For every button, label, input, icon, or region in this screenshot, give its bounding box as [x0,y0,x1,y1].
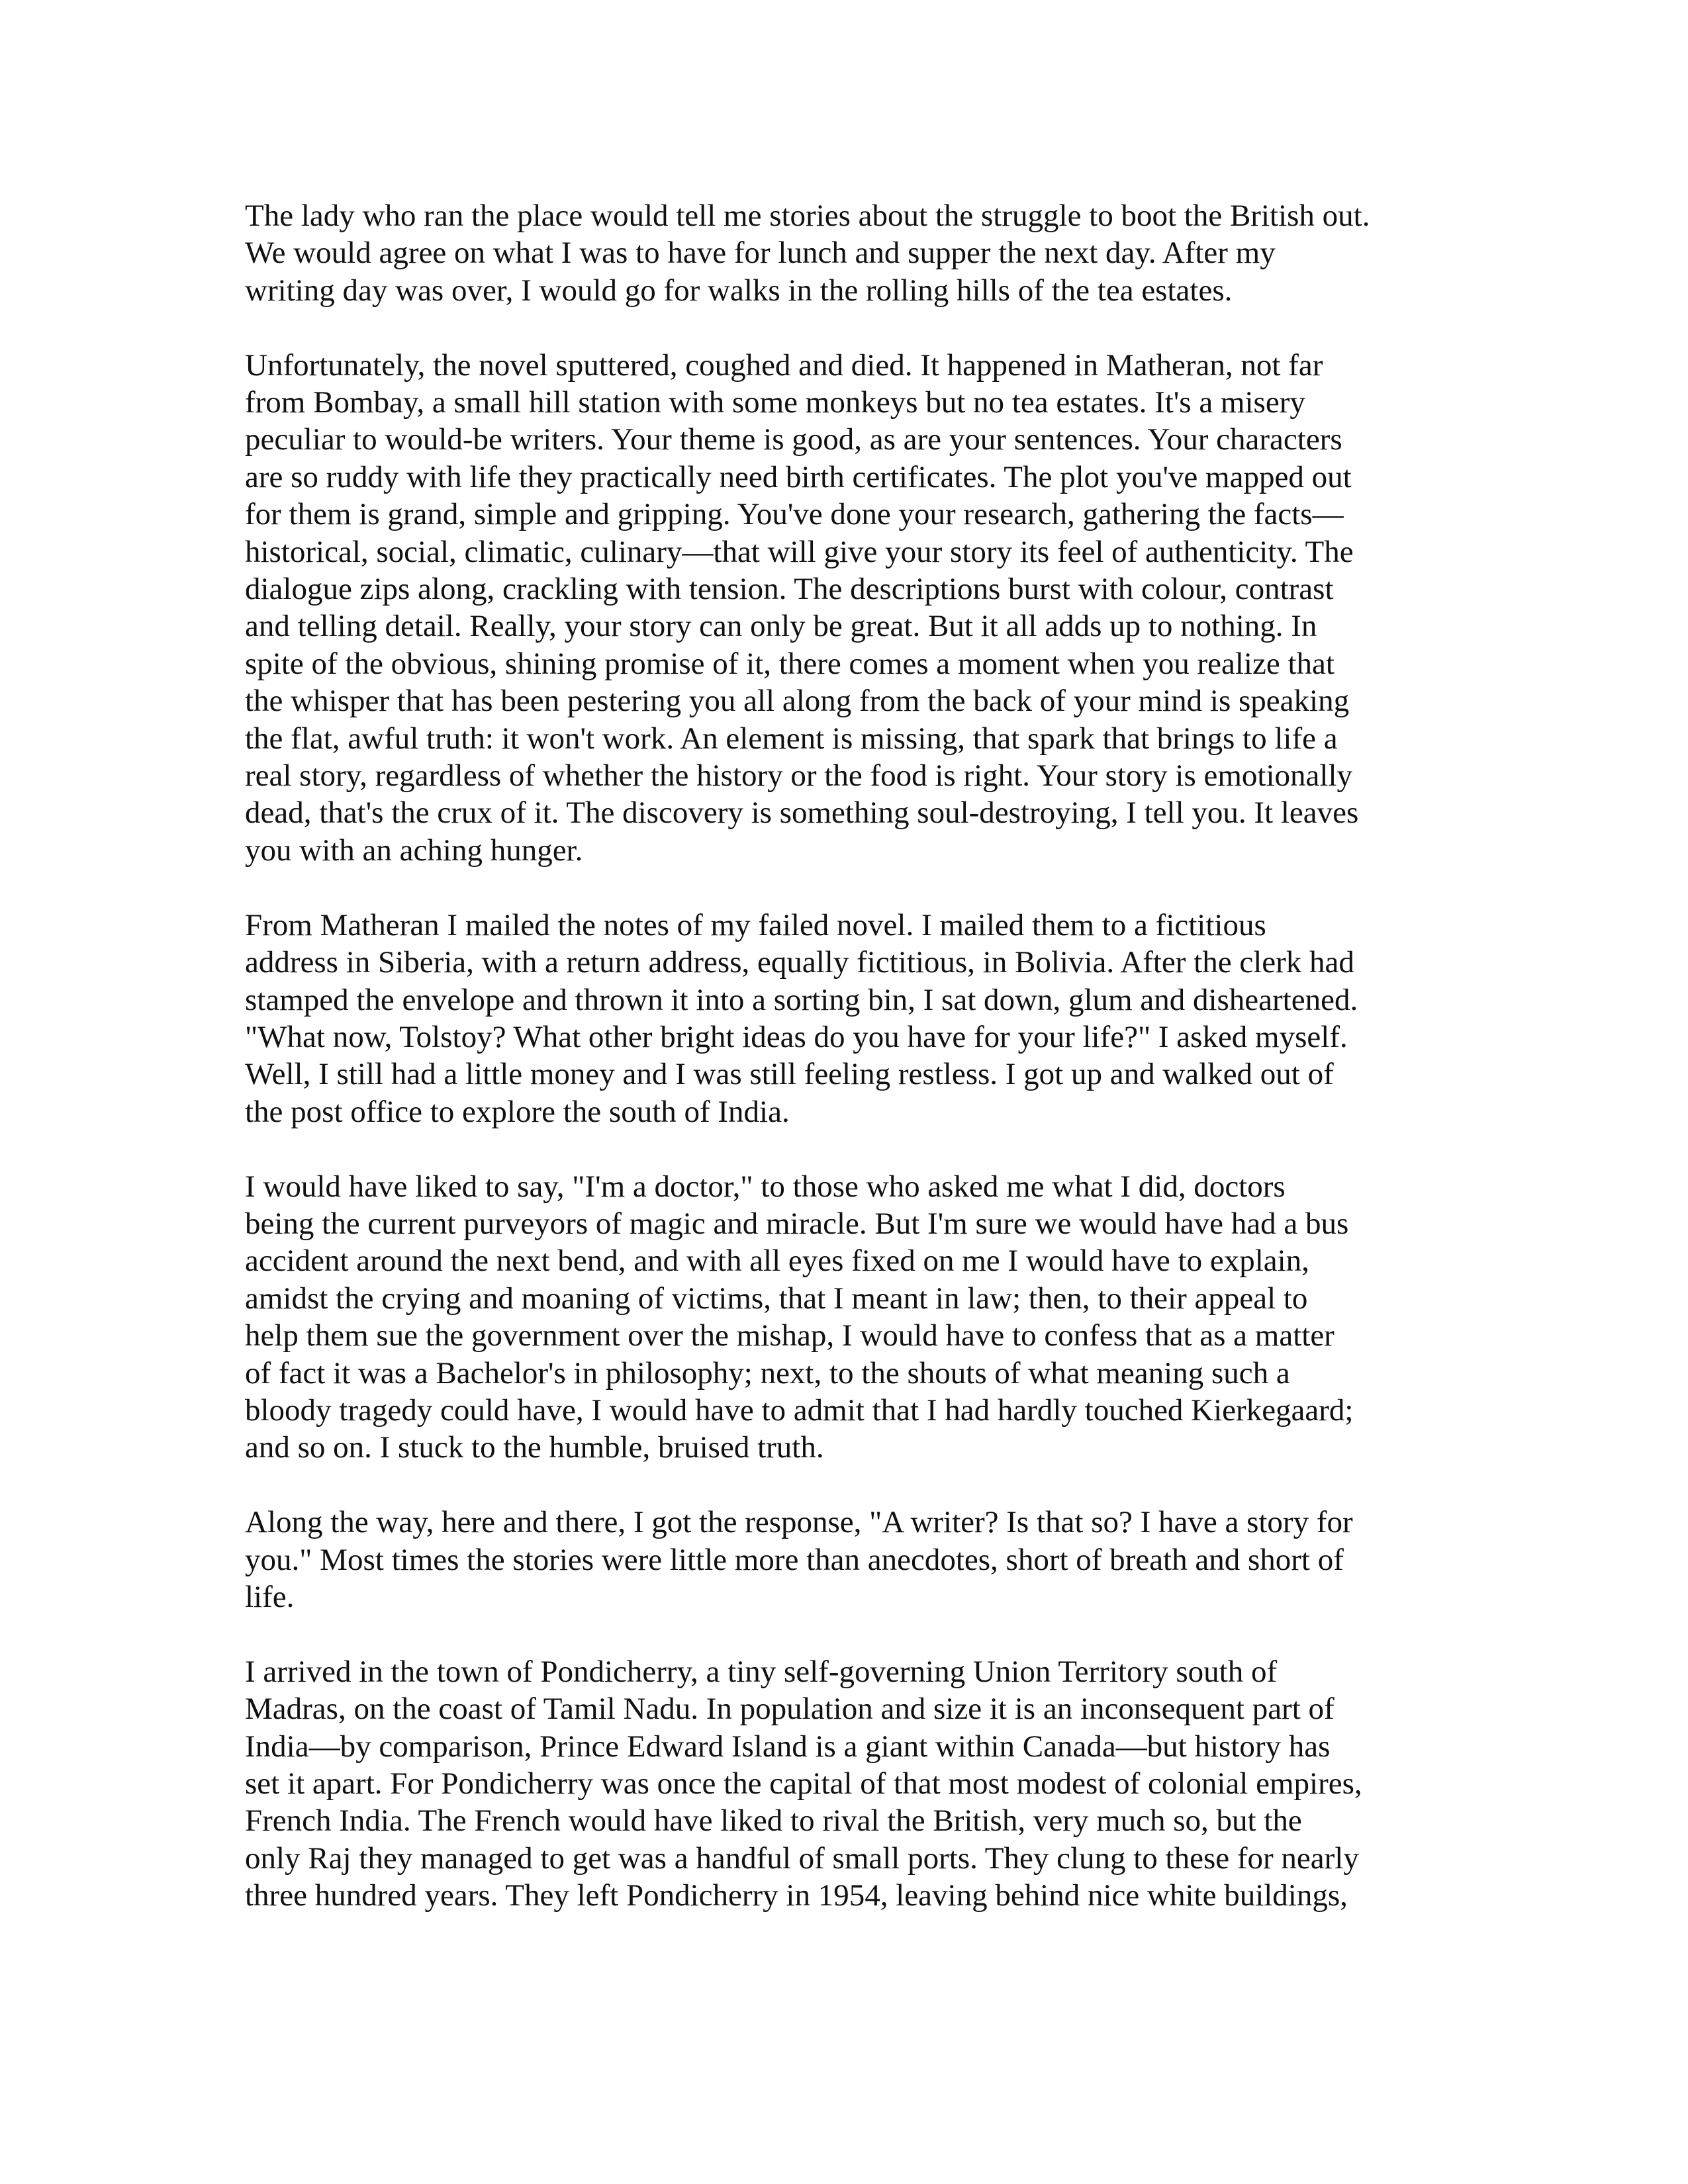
text-line: accident around the next bend, and with all eyes fixed on me I would have to explain, [245,1244,1309,1279]
text-line: the flat, awful truth: it won't work. An element is missing, that spark that brings to life a [245,721,1338,756]
text-line: The lady who ran the place would tell me stories about the struggle to boot the British out. [245,199,1370,233]
text-line: peculiar to would-be writers. Your theme is good, as are your sentences. Your characters [245,422,1342,457]
text-line: spite of the obvious, shining promise of it, there comes a moment when you realize that [245,646,1335,681]
text-line: for them is grand, simple and gripping. You've done your research, gathering the facts— [245,497,1344,532]
text-line: real story, regardless of whether the history or the food is right. Your story is emotionally [245,758,1352,794]
text-line: the whisper that has been pestering you all along from the back of your mind is speaking [245,684,1350,719]
text-line: amidst the crying and moaning of victims, that I meant in law; then, to their appeal to [245,1281,1308,1316]
text-line: you." Most times the stories were little more than anecdotes, short of breath and short of [245,1542,1344,1577]
text-line: of fact it was a Bachelor's in philosophy; next, to the shouts of what meaning such a [245,1355,1290,1390]
text-line: set it apart. For Pondicherry was once the capital of that most modest of colonial empires, [245,1766,1362,1801]
paragraph-1 [245,197,1450,309]
text-line: Unfortunately, the novel sputtered, coughed and died. It happened in Matheran, not far [245,347,1323,383]
paragraph-6 [245,1653,1450,1915]
text-line: French India. The French would have liked to rival the British, very much so, but the [245,1803,1302,1839]
text-line: stamped the envelope and thrown it into a sorting bin, I sat down, glum and disheartened. [245,982,1358,1017]
text-line: dead, that's the crux of it. The discovery is something soul-destroying, I tell you. It leaves [245,796,1359,831]
text-line: three hundred years. They left Pondicherry in 1954, leaving behind nice white buildings, [245,1878,1348,1913]
document-page [245,197,1450,1952]
text-line: are so ruddy with life they practically need birth certificates. The plot you've mapped out [245,459,1352,494]
text-line: I arrived in the town of Pondicherry, a tiny self-governing Union Territory south of [245,1654,1278,1689]
paragraph-3 [245,907,1450,1130]
text-line: From Matheran I mailed the notes of my failed novel. I mailed them to a fictitious [245,907,1266,942]
paragraph-2 [245,347,1450,870]
text-line: being the current purveyors of magic and miracle. But I'm sure we would have had a bus [245,1206,1349,1241]
text-line: you with an aching hunger. [245,833,583,868]
text-line: writing day was over, I would go for walks in the rolling hills of the tea estates. [245,273,1233,308]
text-line: dialogue zips along, crackling with tension. The descriptions burst with colour, contrast [245,572,1334,607]
text-line: and so on. I stuck to the humble, bruised truth. [245,1430,824,1465]
text-line: India—by comparison, Prince Edward Island is a giant within Canada—but history has [245,1729,1331,1764]
text-line: Well, I still had a little money and I was still feeling restless. I got up and walked out of [245,1057,1334,1092]
text-line: historical, social, climatic, culinary—that will give your story its feel of authenticity. The [245,534,1354,569]
text-line: life. [245,1579,295,1614]
text-line: only Raj they managed to get was a handful of small ports. They clung to these for nearly [245,1841,1359,1876]
text-line: address in Siberia, with a return address, equally fictitious, in Bolivia. After the clerk had [245,945,1354,980]
text-line: the post office to explore the south of India. [245,1094,790,1129]
text-line: bloody tragedy could have, I would have to admit that I had hardly touched Kierkegaard; [245,1392,1354,1428]
text-line: and telling detail. Really, your story can only be great. But it all adds up to nothing. In [245,609,1317,644]
text-line: Along the way, here and there, I got the response, "A writer? Is that so? I have a story for [245,1505,1353,1540]
paragraph-5 [245,1504,1450,1615]
text-line: I would have liked to say, "I'm a doctor," to those who asked me what I did, doctors [245,1169,1286,1204]
text-line: "What now, Tolstoy? What other bright ideas do you have for your life?" I asked myself. [245,1019,1348,1054]
paragraph-4 [245,1168,1450,1467]
text-line: from Bombay, a small hill station with some monkeys but no tea estates. It's a misery [245,385,1305,420]
text-line: help them sue the government over the mishap, I would have to confess that as a matter [245,1318,1335,1353]
text-line: We would agree on what I was to have for lunch and supper the next day. After my [245,236,1276,271]
text-line: Madras, on the coast of Tamil Nadu. In population and size it is an inconsequent part of [245,1692,1335,1727]
